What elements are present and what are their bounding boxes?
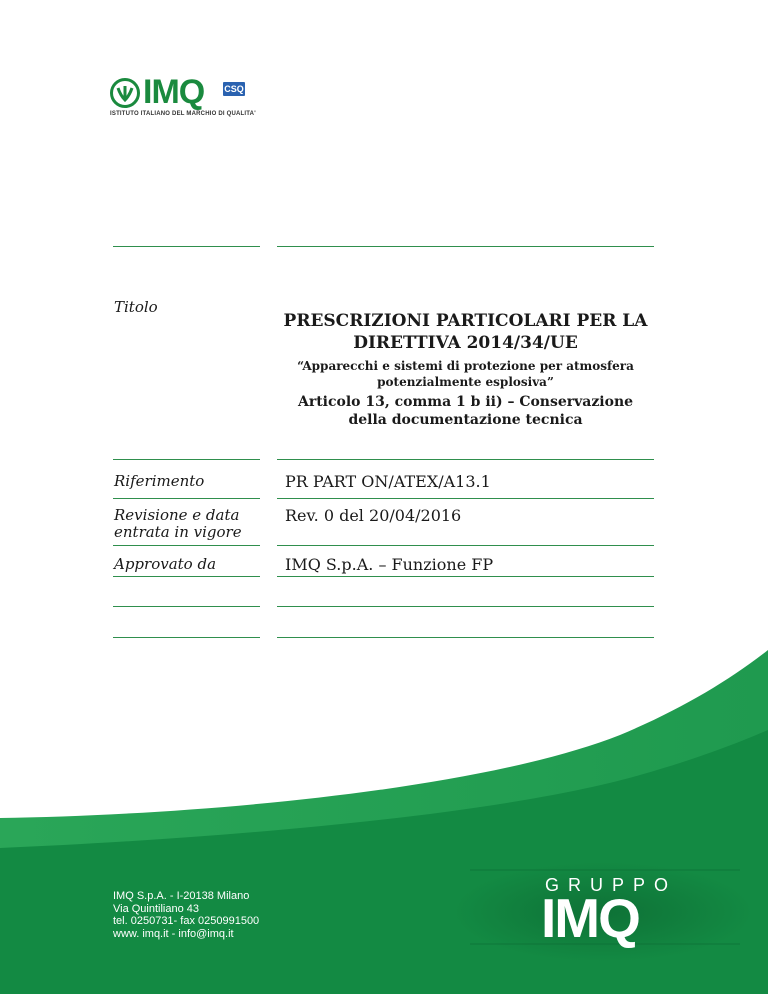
address-line-3: tel. 0250731- fax 0250991500 <box>113 915 260 927</box>
article-reference <box>277 393 654 429</box>
rule-left-4 <box>113 545 260 546</box>
address-line-1: IMQ S.p.A. - I-20138 Milano <box>113 890 250 902</box>
rule-right-5 <box>277 576 654 577</box>
titolo-label: Titolo <box>114 298 158 316</box>
rule-left-3 <box>113 498 260 499</box>
imq-emblem-icon <box>110 78 140 108</box>
article-line-1: Articolo 13, comma 1 b ii) – Conservazione <box>297 394 634 410</box>
address-line-2: Via Quintiliano 43 <box>113 902 200 915</box>
riferimento-label: Riferimento <box>114 472 205 490</box>
rule-left-6 <box>113 606 260 607</box>
title-line-2: DIRETTIVA 2014/34/UE <box>353 333 578 353</box>
rule-right-3 <box>277 498 654 499</box>
title-line-1: PRESCRIZIONI PARTICOLARI PER LA <box>283 311 648 331</box>
rule-left-5 <box>113 576 260 577</box>
riferimento-value: PR PART ON/ATEX/A13.1 <box>285 472 491 491</box>
approvato-value: IMQ S.p.A. – Funzione FP <box>285 555 494 574</box>
rule-right-6 <box>277 606 654 607</box>
revisione-label-line-1: Revisione e data <box>114 506 240 524</box>
article-line-2: della documentazione tecnica <box>348 412 583 428</box>
rule-left-1 <box>113 246 260 247</box>
subtitle-line-1: “Apparecchi e sistemi di protezione per atmosfera <box>297 359 634 373</box>
document-title <box>277 310 654 354</box>
revisione-value: Rev. 0 del 20/04/2016 <box>285 506 462 525</box>
revisione-label <box>114 507 242 541</box>
footer-address <box>113 890 259 940</box>
document-subtitle <box>277 358 654 390</box>
rule-left-2 <box>113 459 260 460</box>
rule-right-2 <box>277 459 654 460</box>
logo-wordmark: IMQ <box>143 73 205 111</box>
rule-right-4 <box>277 545 654 546</box>
subtitle-line-2: potenzialmente esplosiva” <box>377 375 554 389</box>
imq-logo <box>110 73 280 130</box>
rule-left-7 <box>113 637 260 638</box>
csq-badge: CSQ <box>224 84 244 94</box>
logo-tagline: ISTITUTO ITALIANO DEL MARCHIO DI QUALITA' <box>110 111 256 117</box>
gruppo-imq-logo: IMQ <box>541 887 639 949</box>
revisione-label-line-2: entrata in vigore <box>114 523 242 541</box>
rule-right-1 <box>277 246 654 247</box>
address-line-4: www. imq.it - info@imq.it <box>113 927 234 940</box>
gruppo-label: GRUPPO <box>545 875 678 895</box>
approvato-label: Approvato da <box>114 555 217 573</box>
rule-right-7 <box>277 637 654 638</box>
